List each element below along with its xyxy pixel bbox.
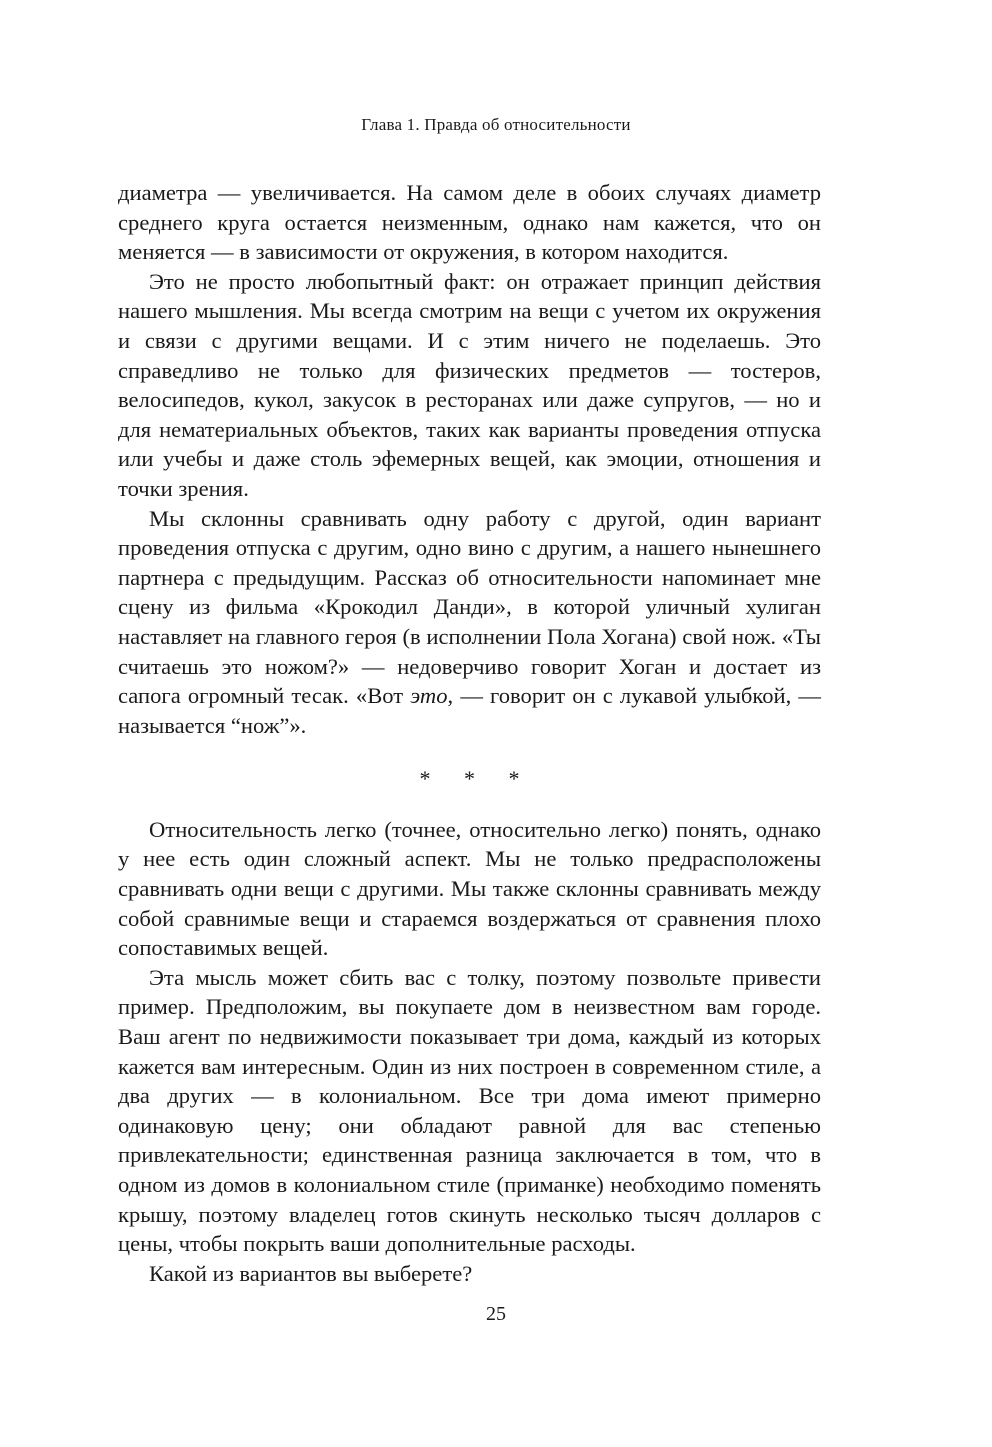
- paragraph: [118, 504, 821, 741]
- paragraph: Эта мысль может сбить вас с толку, поэтому позвольте привести пример. Предположим, вы покупаете дом в неизвестном вам городе. Ваш агент по недвижимости показывает три дома, каждый из которых кажется вам интересным. Один из них построен в современном стиле, а два других — в колониальном. Все три дома имеют примерно одинаковую цену; они обладают равной для вас степенью привлекательности; единственная разница заключается в том, что в одном из домов в колониальном стиле (приманке) необходимо поменять крышу, поэтому владелец готов скинуть несколько тысяч долларов с цены, чтобы покрыть ваши дополнительные расходы.: [118, 964, 821, 1257]
- section-break: * * *: [419, 766, 534, 792]
- paragraph: Какой из вариантов вы выберете?: [149, 1260, 473, 1286]
- paragraph: диаметра — увеличивается. На самом деле в обоих случаях диаметр среднего круга остается неизменным, однако нам кажется, что он меняется — в зависимости от окружения, в котором находится.: [118, 180, 821, 265]
- paragraph-text: Мы склонны сравнивать одну работу с другой, один вариант проведения отпуска с другим, одно вино с другим, а нашего нынешнего партнера с предыдущим. Рассказ об относительности напоминает мне сцену из фильма «Крокодил Данди», в которой уличный хулиган наставляет на главного героя (в исполнении Пола Хогана) свой нож. «Ты считаешь это ножом?» — недоверчиво говорит Хоган и достает из сапога огромный тесак. «Вот: [118, 505, 821, 709]
- emphasis: это: [410, 683, 448, 709]
- paragraph-text: , — говорит он с лукавой улыбкой, — называется “нож”».: [118, 683, 821, 738]
- page-number: 25: [486, 1303, 506, 1325]
- paragraph: Это не просто любопытный факт: он отражает принцип действия нашего мышления. Мы всегда смотрим на вещи с учетом их окружения и связи с другими вещами. И с этим ничего не поделаешь. Это справедливо не только для физических предметов — тостеров, велосипедов, кукол, закусок в ресторанах или даже супругов, — но и для нематериальных объектов, таких как варианты проведения отпуска или учебы и даже столь эфемерных вещей, как эмоции, отношения и точки зрения.: [118, 268, 821, 501]
- running-head: Глава 1. Правда об относительности: [361, 115, 631, 134]
- body-text: [118, 178, 821, 1288]
- paragraph: Относительность легко (точнее, относительно легко) понять, однако у нее есть один сложный аспект. Мы не только предрасположены сравнивать одни вещи с другими. Мы также склонны сравнивать между собой сравнимые вещи и стараемся воздержаться от сравнения плохо сопоставимых вещей.: [118, 816, 821, 961]
